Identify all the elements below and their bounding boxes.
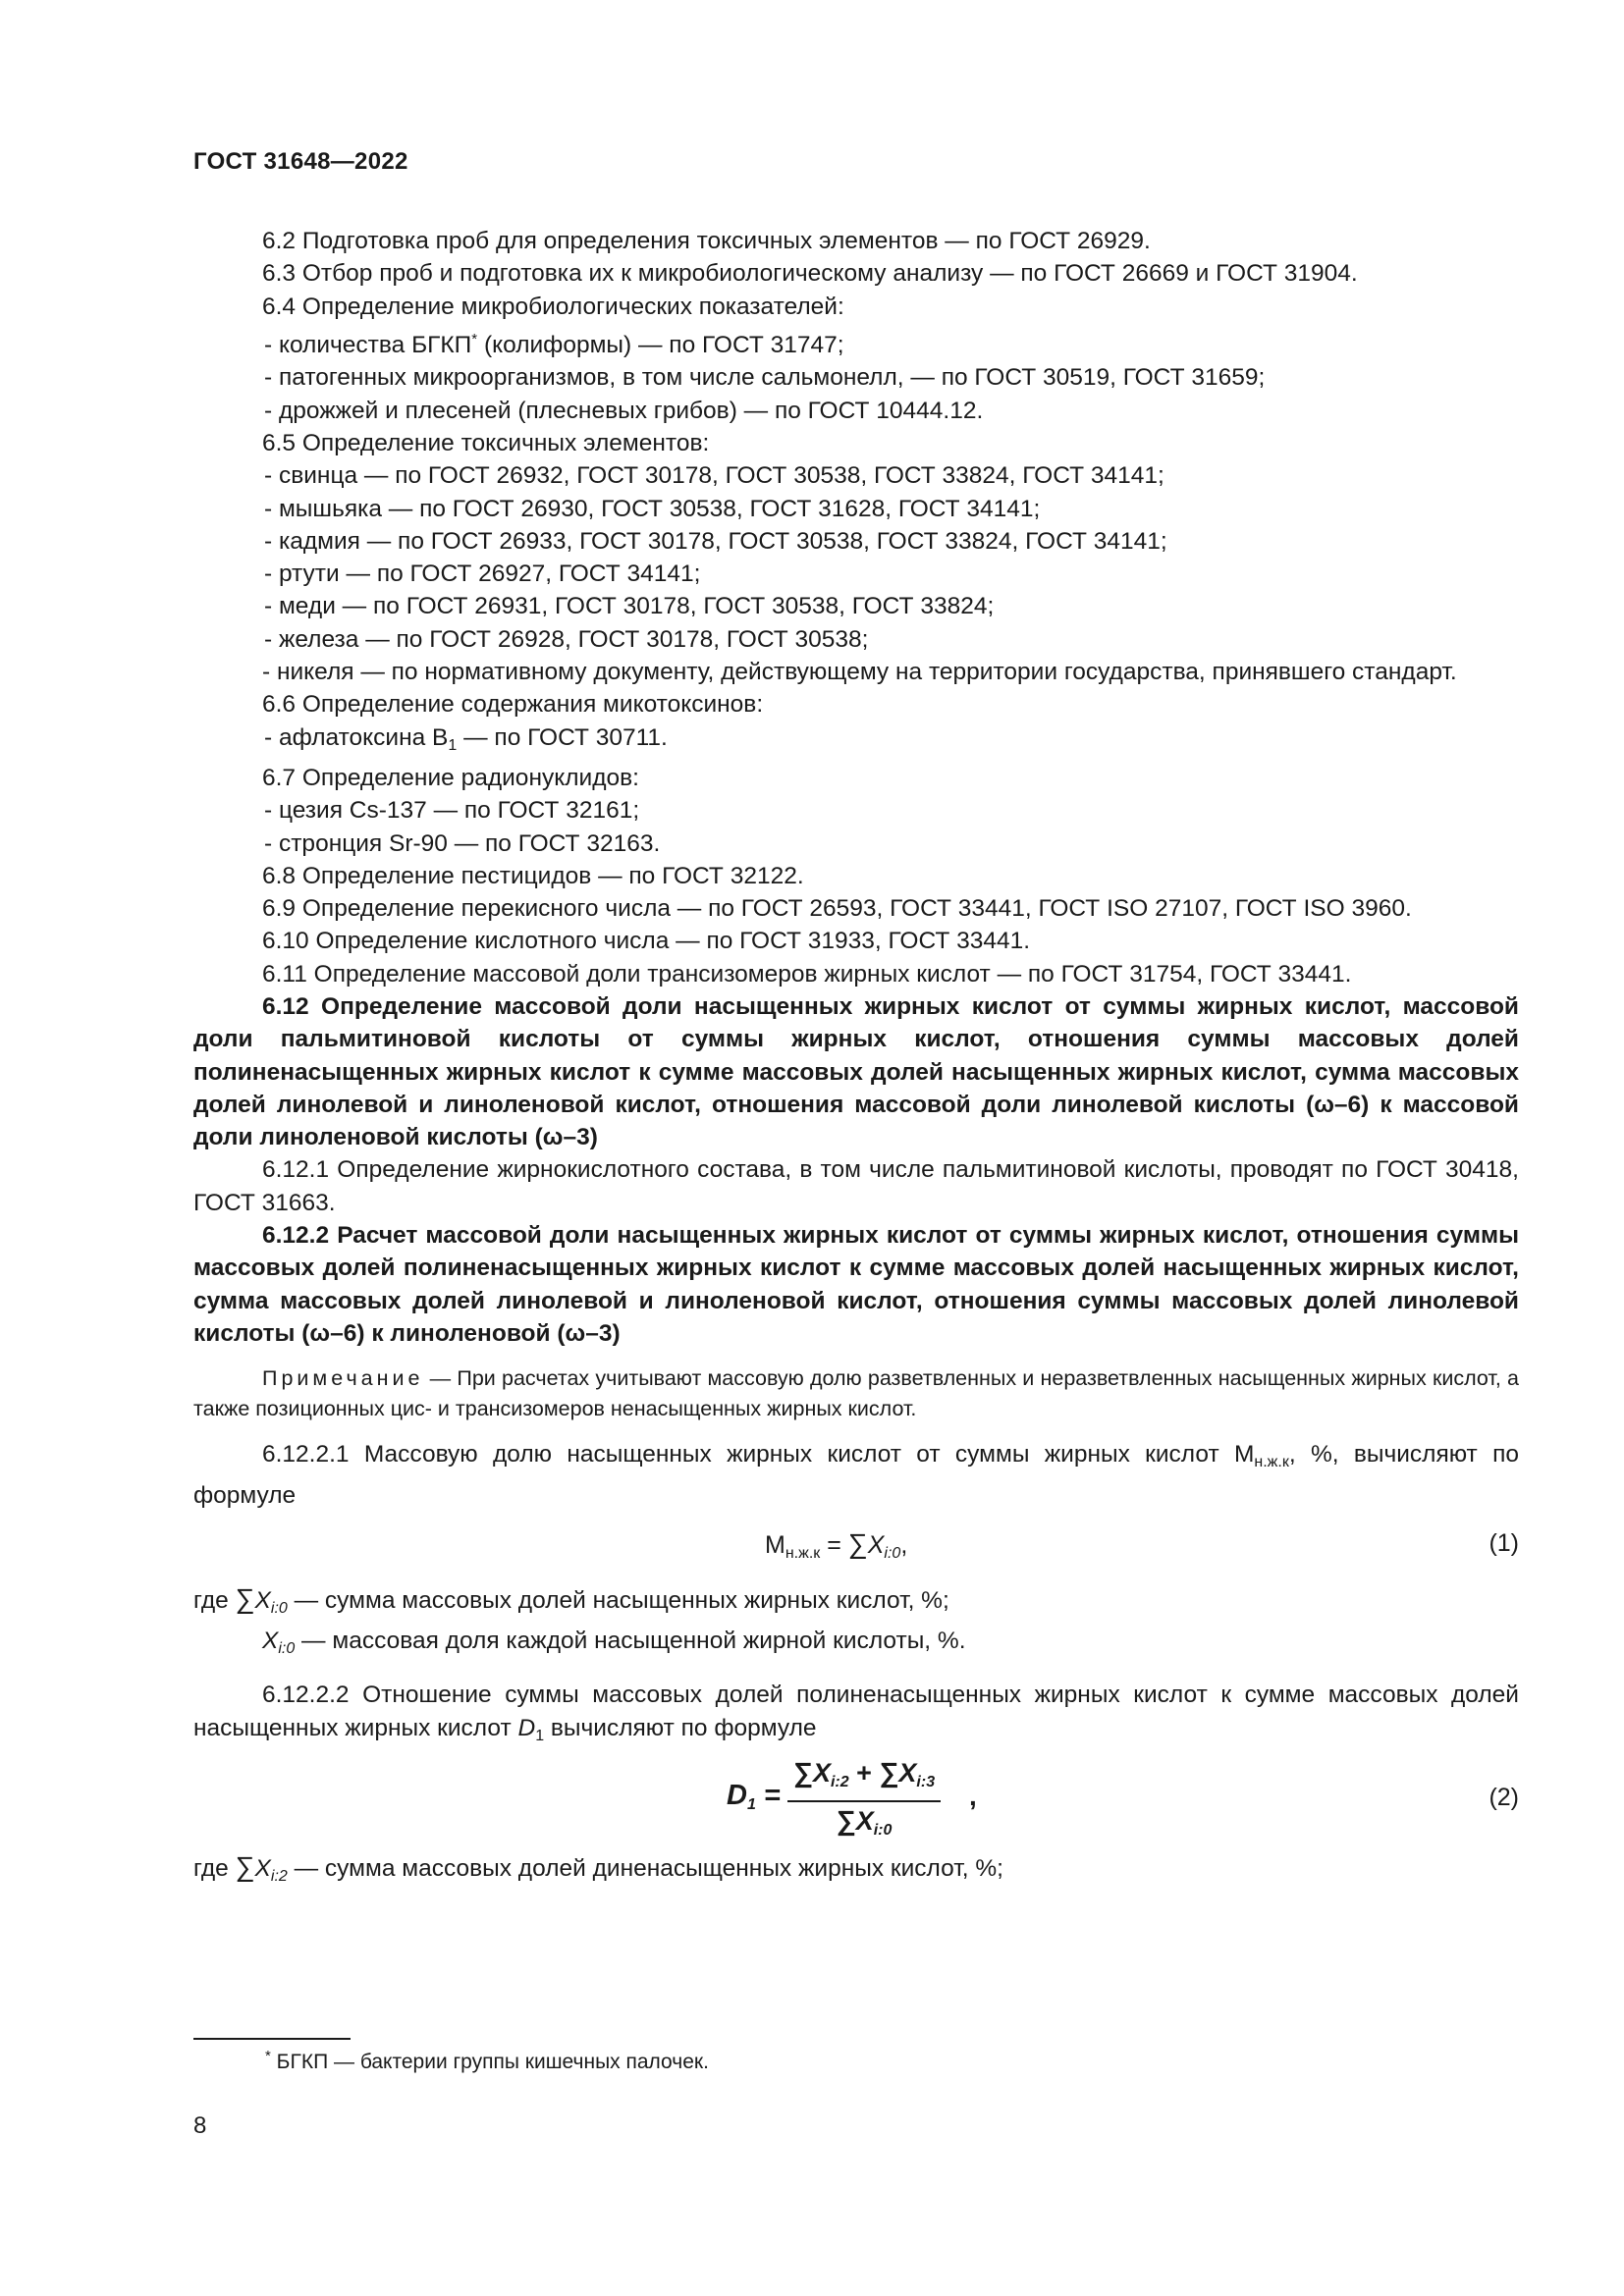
clause-6-2: 6.2 Подготовка проб для определения токсичных элементов — по ГОСТ 26929. [262, 228, 1151, 254]
list-item: - меди — по ГОСТ 26931, ГОСТ 30178, ГОСТ 30538, ГОСТ 33824; [264, 593, 995, 620]
footnote-divider [193, 2038, 351, 2040]
list-item: - свинца — по ГОСТ 26932, ГОСТ 30178, ГОСТ 30538, ГОСТ 33824, ГОСТ 34141; [264, 462, 1164, 490]
where-line-3: где $\sum X_{i:2}$ — сумма массовых долей диненасыщенных жирных кислот, %; [193, 1851, 1003, 1886]
note-text: — При расчетах учитывают массовую долю разветвленных и неразветвленных насыщенных жирных кислот, а также позиционных цис- и трансизомеров ненасыщенных жирных кислот. [193, 1366, 1519, 1421]
formula-1-number: (1) [1489, 1528, 1519, 1557]
list-item: - количества БГКП* (колиформы) — по ГОСТ 31747; [264, 330, 844, 359]
clause-6-7: 6.7 Определение радионуклидов: [262, 764, 639, 791]
clause-6-3: 6.3 Отбор проб и подготовка их к микробиологическому анализу — по ГОСТ 26669 и ГОСТ 31904. [262, 260, 1358, 288]
list-item: - дрожжей и плесеней (плесневых грибов) — по ГОСТ 10444.12. [264, 397, 984, 424]
clause-6-10: 6.10 Определение кислотного числа — по ГОСТ 31933, ГОСТ 33441. [262, 928, 1031, 955]
list-item: - никеля — по нормативному документу, действующему на территории государства, принявшего стандарт. [262, 659, 1457, 686]
list-item: - железа — по ГОСТ 26928, ГОСТ 30178, ГОСТ 30538; [264, 625, 869, 653]
note-label: Примечание [262, 1366, 424, 1391]
clause-6-12-2-2: 6.12.2.2 Отношение суммы массовых долей полиненасыщенных жирных кислот к сумме массовых долей насыщенных жирных кислот $D_1$ вычисляют по формуле [193, 1682, 1519, 1744]
clause-6-12-heading: 6.12 Определение массовой доли насыщенных жирных кислот от суммы жирных кислот, массовой доли пальмитиновой кислоты от суммы жирных кислот, отношения суммы массовых долей полиненасыщенных жирных кислот к сумме массовых долей насыщенных жирных кислот, сумма массовых долей линолевой и линоленовой кислот, отношения массовой доли линолевой кислоты (ω–6) к массовой доли линоленовой кислоты (ω–3) [193, 992, 1519, 1151]
formula-1-expression: $М_{н.ж.к} = \sum X_{i:0}$, [765, 1527, 908, 1562]
formula-2-lhs: $D_1$ = [727, 1780, 781, 1814]
document-header: ГОСТ 31648—2022 [193, 148, 408, 175]
list-item: - цезия Cs-137 — по ГОСТ 32161; [264, 797, 640, 825]
where-line-2: $X_{i:0}$ — массовая доля каждой насыщенной жирной кислоты, %. [262, 1628, 966, 1658]
list-item: - патогенных микроорганизмов, в том числе сальмонелл, — по ГОСТ 30519, ГОСТ 31659; [264, 364, 1266, 392]
clause-6-12-2-1: 6.12.2.1 Массовую долю насыщенных жирных кислот от суммы жирных кислот $М_{н.ж.к}$, %, вычисляют по формуле [193, 1441, 1519, 1509]
formula-2: $D_1$ = $\frac{\sum X_{i:2} + \sum X_{i:3}}{\sum X_{i:0}}$ , (2) [193, 1756, 1519, 1846]
list-item: - мышьяка — по ГОСТ 26930, ГОСТ 30538, ГОСТ 31628, ГОСТ 34141; [264, 495, 1041, 522]
formula-2-number: (2) [1489, 1784, 1519, 1812]
list-item: - афлатоксина $В_1$ — по ГОСТ 30711. [264, 723, 668, 754]
fraction-numerator: $\sum X_{i:2} + \sum X_{i:3}$ [787, 1756, 941, 1802]
list-item: - стронция Sr-90 — по ГОСТ 32163. [264, 829, 661, 857]
document-body [193, 225, 1519, 1893]
clause-6-11: 6.11 Определение массовой доли трансизомеров жирных кислот — по ГОСТ 31754, ГОСТ 33441. [262, 960, 1352, 988]
clause-6-5: 6.5 Определение токсичных элементов: [262, 429, 710, 456]
clause-6-8: 6.8 Определение пестицидов — по ГОСТ 32122. [262, 862, 804, 889]
page-number: 8 [193, 2112, 207, 2139]
formula-1 [193, 1520, 1519, 1575]
footnote: * БГКП — бактерии группы кишечных палочек. [265, 2048, 709, 2073]
clause-6-9: 6.9 Определение перекисного числа — по ГОСТ 26593, ГОСТ 33441, ГОСТ ISO 27107, ГОСТ ISO 3960. [262, 895, 1412, 923]
list-item: - ртути — по ГОСТ 26927, ГОСТ 34141; [264, 561, 701, 588]
where-line-1: где $\sum X_{i:0}$ — сумма массовых долей насыщенных жирных кислот, %; [193, 1582, 949, 1617]
clause-6-12-2-heading: 6.12.2 Расчет массовой доли насыщенных жирных кислот от суммы жирных кислот, отношения суммы массовых долей полиненасыщенных жирных кислот к сумме массовых долей насыщенных жирных кислот, сумма массовых долей линолевой и линоленовой кислот, отношения суммы массовых долей линолевой кислоты (ω–6) к линоленовой (ω–3) [193, 1222, 1519, 1347]
note [193, 1363, 1519, 1424]
formula-2-fraction [787, 1756, 941, 1847]
clause-6-4: 6.4 Определение микробиологических показателей: [262, 293, 844, 320]
list-item: - кадмия — по ГОСТ 26933, ГОСТ 30178, ГОСТ 30538, ГОСТ 33824, ГОСТ 34141; [264, 527, 1167, 555]
clause-6-12-1: 6.12.1 Определение жирнокислотного состава, в том числе пальмитиновой кислоты, проводят по ГОСТ 30418, ГОСТ 31663. [193, 1156, 1519, 1216]
fraction-denominator: $\sum X_{i:0}$ [836, 1805, 893, 1840]
clause-6-6: 6.6 Определение содержания микотоксинов: [262, 691, 764, 719]
